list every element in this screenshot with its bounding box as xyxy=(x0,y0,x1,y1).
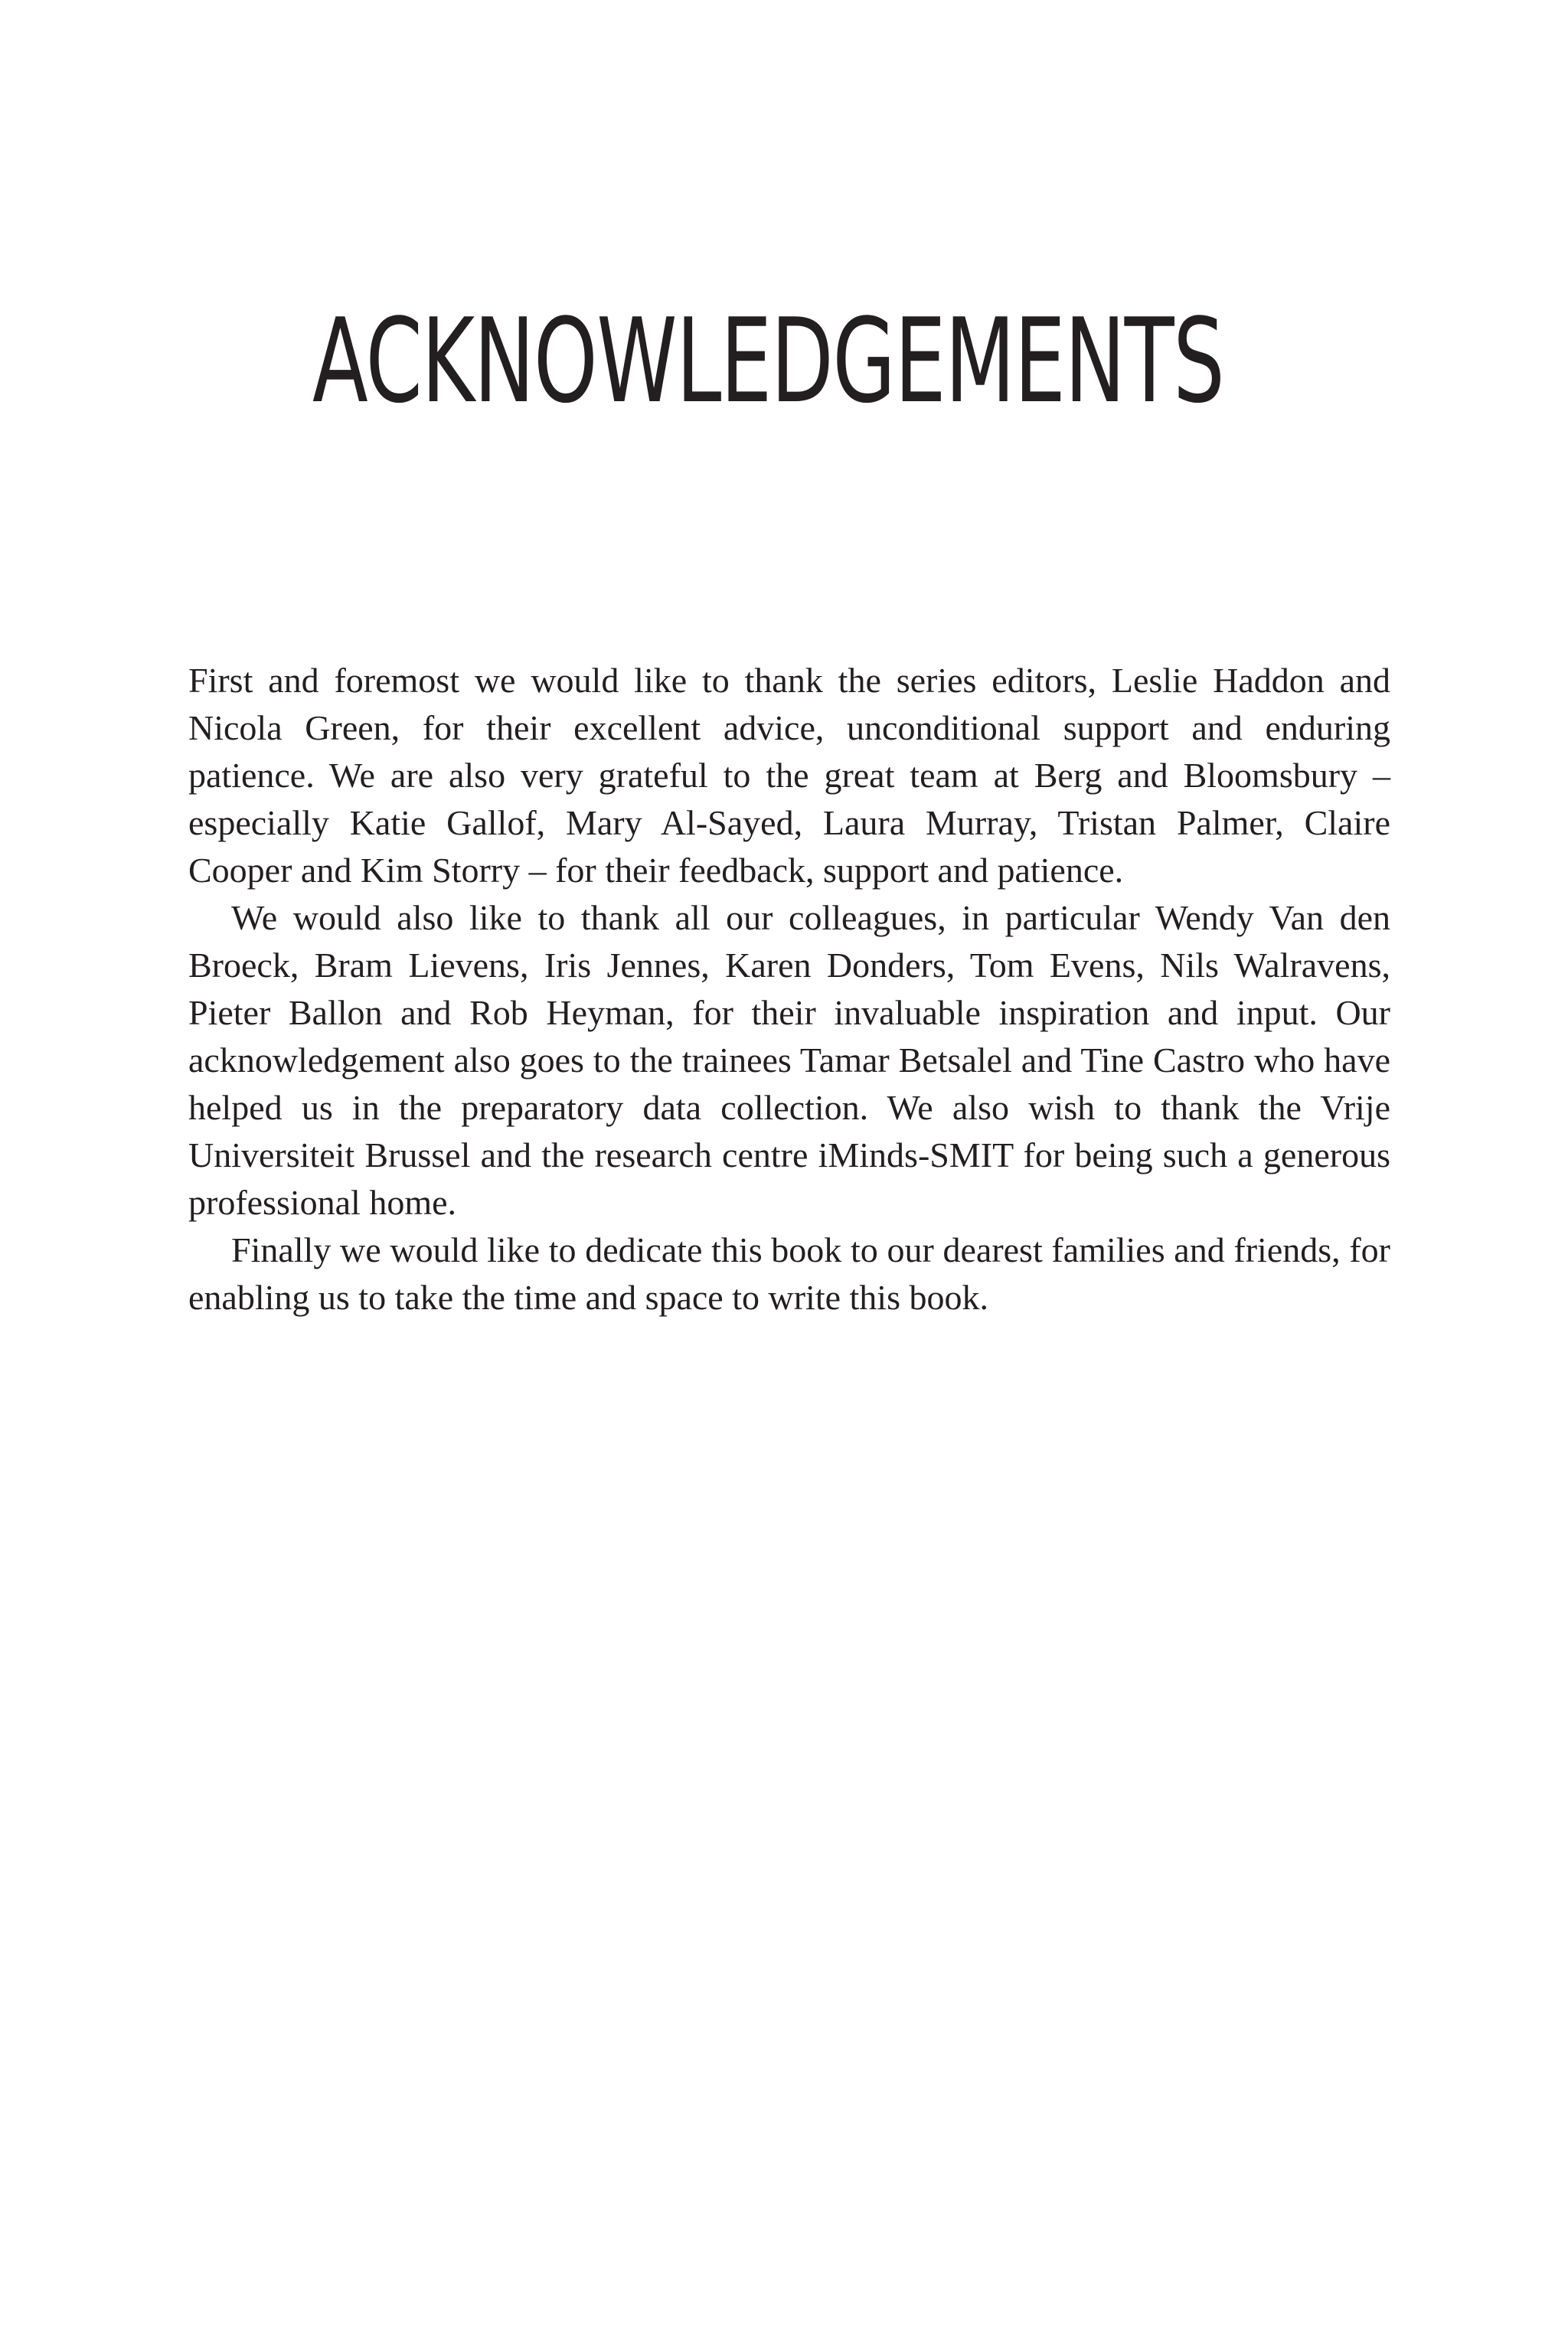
paragraph-3: Finally we would like to dedicate this book to our dearest families and friends, for enabling us to take the time and space to write this book. xyxy=(188,1230,1390,1317)
page-title: ACKNOWLEDGEMENTS xyxy=(312,293,1224,429)
paragraph-1: First and foremost we would like to thank the series editors, Leslie Haddon and Nicola Green, for their excellent advice, unconditional support and enduring patience. We are also very grateful to the great team at Berg and Bloomsbury – especially Katie Gallof, Mary Al-Sayed, Laura Murray, Tristan Palmer, Claire Cooper and Kim Storry – for their feedback, support and patience. xyxy=(188,661,1390,890)
paragraph-2: We would also like to thank all our colleagues, in particular Wendy Van den Broeck, Bram Lievens, Iris Jennes, Karen Donders, Tom Evens, Nils Walravens, Pieter Ballon and Rob Heyman, for their invaluable inspiration and input. Our acknowledgement also goes to the trainees Tamar Betsalel and Tine Castro who have helped us in the preparatory data collection. We also wish to thank the Vrije Universiteit Brussel and the research centre iMinds-SMIT for being such a generous professional home. xyxy=(188,898,1390,1222)
acknowledgements-body xyxy=(188,657,1390,1321)
